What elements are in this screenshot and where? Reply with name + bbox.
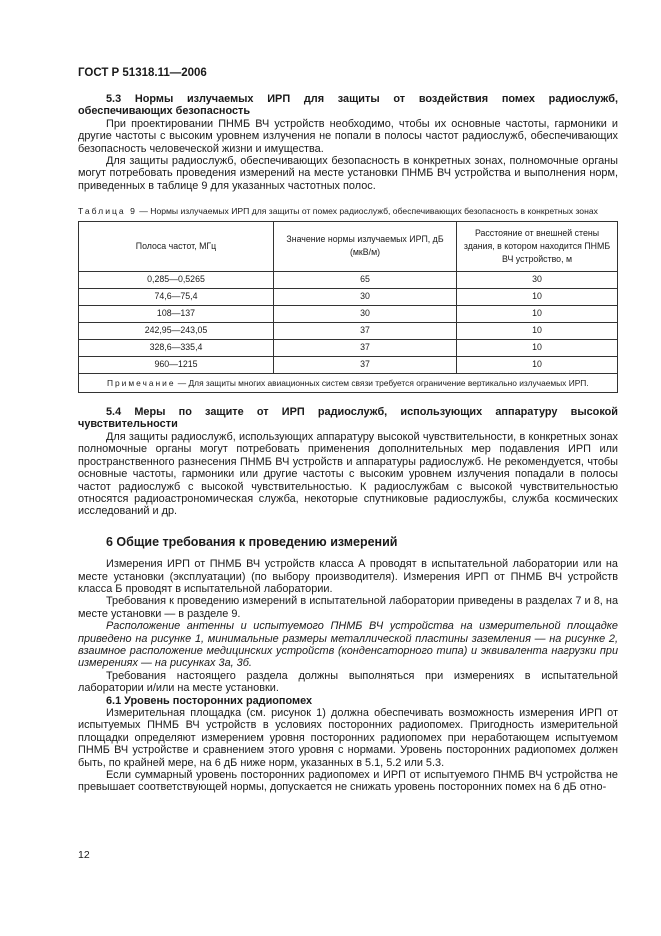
cell-frequency: 74,6—75,4 bbox=[79, 288, 274, 305]
cell-distance: 10 bbox=[457, 339, 618, 356]
table-row bbox=[79, 356, 618, 373]
table-row bbox=[79, 339, 618, 356]
standard-header: ГОСТ Р 51318.11—2006 bbox=[78, 67, 207, 79]
section-5-3-paragraph-2: Для защиты радиослужб, обеспечивающих безопасность в конкретных зонах, полномочные органы могут потребовать проведения измерений на месте установки ПНМБ ВЧ устройства и выполнения норм, приведенных в таблице 9 для указанных частотных полос. bbox=[78, 155, 618, 192]
table-9 bbox=[78, 221, 618, 393]
cell-frequency: 960—1215 bbox=[79, 356, 274, 373]
cell-norm: 30 bbox=[274, 288, 457, 305]
table-row bbox=[79, 305, 618, 322]
table-9-caption bbox=[78, 206, 618, 216]
table-note bbox=[79, 373, 618, 392]
section-5-3-title: 5.3 Нормы излучаемых ИРП для защиты от воздействия помех радиослужб, обеспечивающих безопасность bbox=[78, 93, 618, 118]
cell-distance: 30 bbox=[457, 271, 618, 288]
cell-norm: 37 bbox=[274, 356, 457, 373]
section-5-4-title: 5.4 Меры по защите от ИРП радиослужб, использующих аппаратуру высокой чувствительности bbox=[78, 406, 618, 431]
table-note-row bbox=[79, 373, 618, 392]
table-header-row bbox=[79, 221, 618, 271]
section-5-4-paragraph-1: Для защиты радиослужб, использующих аппаратуру высокой чувствительности, в конкретных зонах полномочные органы могут потребовать применения дополнительных мер подавления ИРП или пространственного разнесения ПНМБ ВЧ устройств и аппаратуры радиослужб. Не рекомендуется, чтобы основные частоты, гармоники или другие частоты с высоким уровнем излучения попадали в полосы частот радиослужб с высокой чувствительностью. К радиослужбам с высокой чувствительностью относятся радиоастрономическая служба, некоторые спутниковые радиослужбы, служба космических исследований и др. bbox=[78, 430, 618, 518]
cell-frequency: 0,285—0,5265 bbox=[79, 271, 274, 288]
cell-frequency: 328,6—335,4 bbox=[79, 339, 274, 356]
note-label: Примечание bbox=[107, 377, 176, 388]
cell-frequency: 108—137 bbox=[79, 305, 274, 322]
cell-norm: 30 bbox=[274, 305, 457, 322]
cell-norm: 37 bbox=[274, 339, 457, 356]
cell-norm: 37 bbox=[274, 322, 457, 339]
table-row bbox=[79, 271, 618, 288]
section-6-1-paragraph-2: Если суммарный уровень посторонних радиопомех и ИРП от испытуемого ПНМБ ВЧ устройства не превышает соответствующей нормы, допускается не снижать уровень посторонних помех на 6 дБ отно- bbox=[78, 769, 618, 794]
cell-distance: 10 bbox=[457, 305, 618, 322]
section-6-title: 6 Общие требования к проведению измерений bbox=[106, 534, 398, 549]
table-row bbox=[79, 322, 618, 339]
section-6-paragraph-4: Требования настоящего раздела должны выполняться при измерениях в испытательной лаборатории и/или на месте установки. bbox=[78, 669, 618, 695]
section-6-1-paragraph-1: Измерительная площадка (см. рисунок 1) должна обеспечивать возможность измерения ИРП от испытуемых ПНМБ ВЧ устройств в условиях посторонних радиопомех. Пригодность измерительной площадки определяют измерением уровня посторонних радиопомех при неработающем испытуемом ПНМБ ВЧ устройстве и сравнением этого уровня с нормами. Уровень посторонних радиопомех должен быть, по крайней мере, на 6 дБ ниже норм, указанных в 5.1, 5.2 или 5.3. bbox=[78, 707, 618, 769]
note-text: — Для защиты многих авиационных систем связи требуется ограничение вертикально излучаемых ИРП. bbox=[175, 377, 589, 388]
page-number: 12 bbox=[78, 849, 90, 861]
section-6-paragraph-2: Требования к проведению измерений в испытательной лаборатории приведены в разделах 7 и 8, на месте установки — в разделе 9. bbox=[78, 595, 618, 620]
cell-distance: 10 bbox=[457, 356, 618, 373]
page-content bbox=[78, 93, 618, 794]
cell-distance: 10 bbox=[457, 322, 618, 339]
section-5-3-paragraph-1: При проектировании ПНМБ ВЧ устройств необходимо, чтобы их основные частоты, гармоники и другие частоты с высоким уровнем излучения не попали в полосы частот радиослужб, обеспечивающих безопасность человеческой жизни и имущества. bbox=[78, 117, 618, 155]
header-frequency-band: Полоса частот, МГц bbox=[79, 221, 274, 271]
section-6-paragraph-3: Расположение антенны и испытуемого ПНМБ ВЧ устройства на измерительной площадке приведено на рисунке 1, минимальные размеры металлической пластины заземления — на рисунке 2, взаимное расположение медицинских устройств (конденсаторного типа) и эквивалента нагрузки при измерениях — на рисунках 3а, 3б. bbox=[78, 620, 618, 670]
table-row bbox=[79, 288, 618, 305]
cell-distance: 10 bbox=[457, 288, 618, 305]
header-distance: Расстояние от внешней стены здания, в котором находится ПНМБ ВЧ устройство, м bbox=[457, 221, 618, 271]
section-6-1-title: 6.1 Уровень посторонних радиопомех bbox=[106, 694, 313, 707]
table-9-caption-label: Таблица 9 bbox=[78, 206, 137, 217]
cell-norm: 65 bbox=[274, 271, 457, 288]
table-9-caption-text: — Нормы излучаемых ИРП для защиты от помех радиослужб, обеспечивающих безопасность в конкретных зонах bbox=[136, 206, 598, 217]
section-6-paragraph-1: Измерения ИРП от ПНМБ ВЧ устройств класса А проводят в испытательной лаборатории или на месте установки (эксплуатации) (по выбору производителя). Измерения ИРП от ПНМБ ВЧ устройств класса Б проводят в испытательной лаборатории. bbox=[78, 558, 618, 595]
cell-frequency: 242,95—243,05 bbox=[79, 322, 274, 339]
header-norm-value: Значение нормы излучаемых ИРП, дБ (мкВ/м) bbox=[274, 221, 457, 271]
